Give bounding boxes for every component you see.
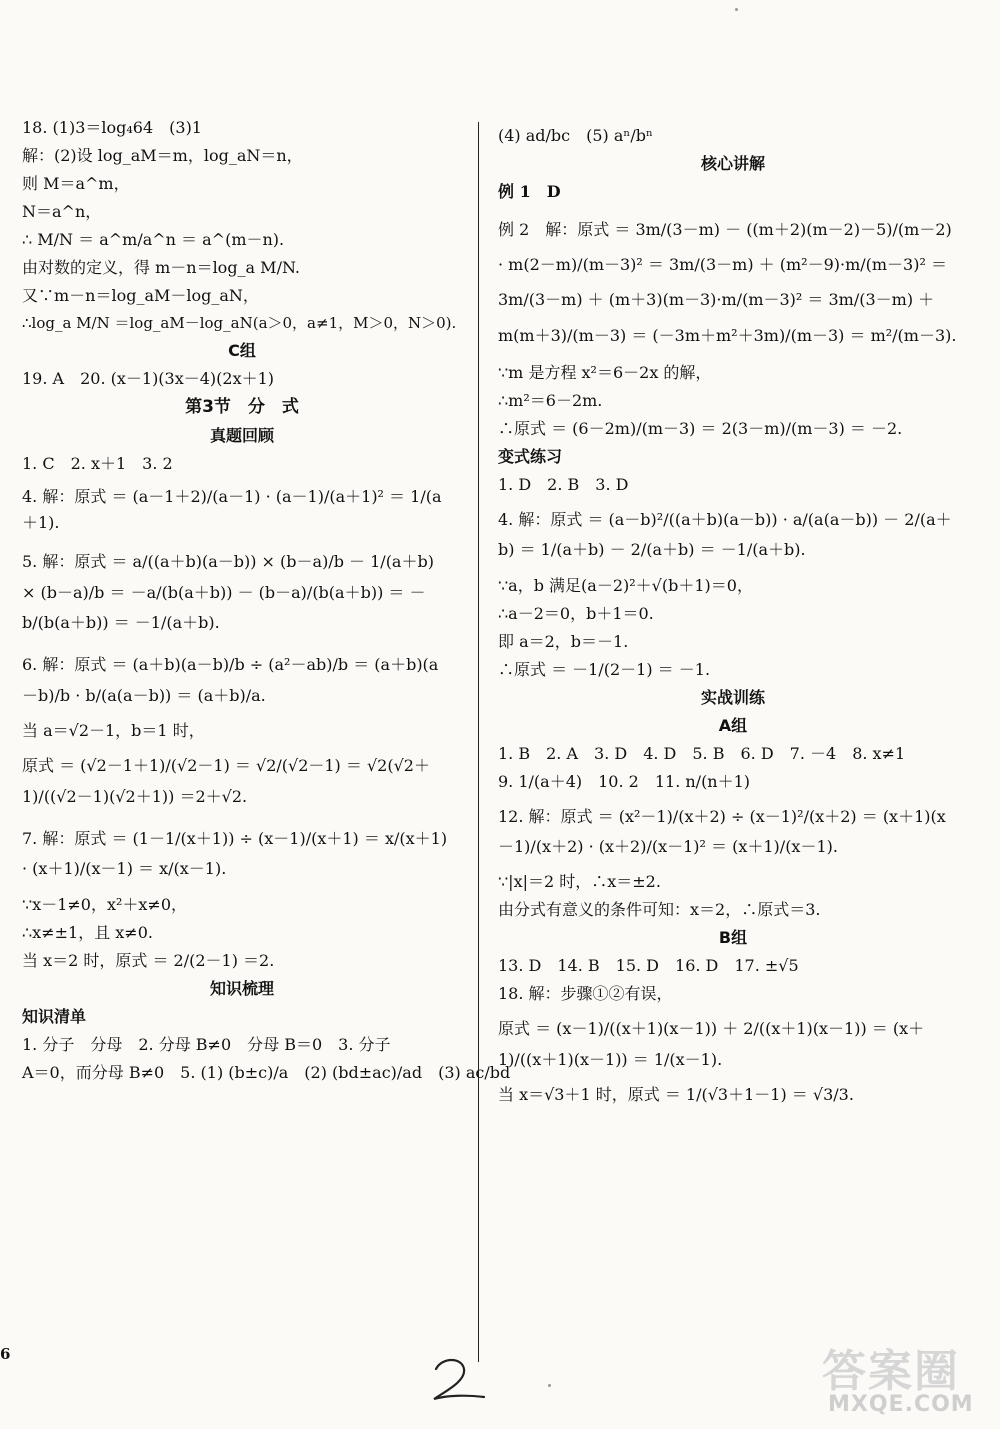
training-heading: 实战训练 — [700, 687, 765, 707]
answer-4: 4. 解：原式 ＝ (a－1＋2)/(a－1) · (a－1)/(a＋1)² ＝ 1/(a＋1). — [22, 487, 442, 532]
answer-18-line4: N＝a^n， — [22, 202, 102, 221]
answers-1-3: 1. C 2. x＋1 3. 2 — [22, 454, 173, 473]
answer-18-line2: 解：(2)设 log_aM＝m，log_aN＝n， — [22, 146, 303, 165]
group-a-answer-12: 12. 解：原式 ＝ (x²－1)/(x＋2) ÷ (x－1)²/(x＋2) ＝ (x＋1)(x－1)/(x＋2) · (x＋2)/(x－1)² ＝ (x＋1)/(x－1). — [498, 806, 946, 856]
answer-6-condition: 当 a＝√2－1，b＝1 时， — [22, 721, 205, 741]
answer-5: 5. 解：原式 ＝ a/((a＋b)(a－b)) × (b－a)/b － 1/(a＋b) × (b－a)/b ＝ －a/(b(a＋b)) － (b－a)/(b(a＋b)) ＝ －b/(b(a＋b)) ＝ －1/(a＋b). — [22, 552, 434, 632]
page-number: 6 — [0, 1345, 11, 1363]
variant-4: 4. 解：原式 ＝ (a－b)²/((a＋b)(a－b)) · a/(a(a－b)) － 2/(a＋b) ＝ 1/(a＋b) － 2/(a＋b) ＝ －1/(a＋b). — [498, 509, 952, 560]
answer-18-line6: 由对数的定义，得 m－n＝log_a M/N. — [22, 258, 301, 277]
answer-7-condition1: ∵x－1≠0，x²＋x≠0， — [22, 894, 188, 914]
variant-4-step: ∴a－2＝0，b＋1＝0. — [498, 603, 654, 623]
knowledge-list-heading: 知识清单 — [22, 1006, 87, 1026]
core-heading: 核心讲解 — [700, 154, 765, 173]
review-heading: 真题回顾 — [209, 426, 274, 445]
knowledge-line2: A＝0，而分母 B≠0 5. (1) (b±c)/a (2) (bd±ac)/ad (3) ac/bd — [22, 1062, 511, 1082]
group-a-answer-12-result: 由分式有意义的条件可知：x＝2，∴原式＝3. — [498, 900, 821, 920]
knowledge-line1: 1. 分子 分母 2. 分母 B≠0 分母 B＝0 3. 分子 — [22, 1034, 391, 1054]
group-a-answer-12-condition: ∵|x|＝2 时，∴x＝±2. — [498, 872, 661, 892]
group-b-answer-18-work: 原式 ＝ (x－1)/((x＋1)(x－1)) ＋ 2/((x＋1)(x－1)) ＝ (x＋1)/((x＋1)(x－1)) ＝ 1/(x－1). — [498, 1019, 925, 1069]
column-divider — [478, 122, 479, 1362]
answer-6: 6. 解：原式 ＝ (a＋b)(a－b)/b ÷ (a²－ab)/b ＝ (a＋b)(a－b)/b · b/(a(a－b)) ＝ (a＋b)/a. — [22, 655, 439, 705]
answers-19-20: 19. A 20. (x－1)(3x－4)(2x＋1) — [22, 369, 275, 388]
group-b-answers-13-17: 13. D 14. B 15. D 16. D 17. ±√5 — [498, 956, 799, 976]
answer-7-result: 当 x＝2 时，原式 ＝ 2/(2－1) ＝2. — [22, 950, 275, 970]
variant-1-3: 1. D 2. B 3. D — [498, 474, 629, 494]
handwritten-mark — [428, 1355, 488, 1405]
answer-7-condition2: ∴x≠±1，且 x≠0. — [22, 922, 153, 942]
group-b-answer-18-result: 当 x＝√3＋1 时，原式 ＝ 1/(√3＋1－1) ＝ √3/3. — [498, 1085, 854, 1105]
knowledge-answers-4-5: (4) ad/bc (5) aⁿ/bⁿ — [498, 126, 653, 145]
group-a-answers-9-11: 9. 1/(a＋4) 10. 2 11. n/(n＋1) — [498, 771, 751, 791]
example-2-condition: ∵m 是方程 x²＝6－2x 的解， — [498, 362, 712, 382]
answer-18-line5: ∴ M/N ＝ a^m/a^n ＝ a^(m－n). — [22, 230, 285, 249]
answer-18-line8: ∴log_a M/N ＝log_aM－log_aN(a＞0，a≠1，M＞0，N＞0). — [22, 314, 457, 332]
answer-18-line7: 又∵m－n＝log_aM－log_aN， — [22, 286, 259, 305]
group-b-heading: B组 — [718, 928, 748, 948]
group-b-answer-18: 18. 解：步骤①②有误， — [498, 984, 673, 1004]
speck — [548, 1384, 551, 1387]
answer-6-result: 原式 ＝ (√2－1＋1)/(√2－1) ＝ √2/(√2－1) ＝ √2(√2＋1)/((√2－1)(√2＋1)) ＝2＋√2. — [22, 756, 430, 806]
answer-18-line3: 则 M＝a^m， — [22, 174, 130, 193]
watermark-logo: 答案圈 — [822, 1346, 960, 1397]
example-2-equation: ∴m²＝6－2m. — [498, 390, 603, 410]
answer-18-line1: 18. (1)3＝log₄64 (3)1 — [22, 118, 202, 137]
group-a-answers-1-8: 1. B 2. A 3. D 4. D 5. B 6. D 7. －4 8. x≠1 — [498, 743, 906, 763]
variant-4-condition: ∵a，b 满足(a－2)²＋√(b＋1)＝0， — [498, 575, 753, 595]
variant-heading: 变式练习 — [498, 446, 563, 466]
example-2: 例 2 解：原式 ＝ 3m/(3－m) － ((m＋2)(m－2)－5)/(m－2) · m(2－m)/(m－3)² ＝ 3m/(3－m) ＋ (m²－9)·m/(m－3)² ＝ 3m/(3－m) ＋ (m＋3)(m－3)·m/(m－3)² ＝ 3m/(3－m) ＋ m(m＋3)/(m－3) ＝ (－3m＋m²＋3m)/(m－3) ＝ m²/(m－3). — [498, 220, 957, 345]
section-title: 第3节 分 式 — [185, 397, 299, 417]
variant-4-values: 即 a＝2，b＝－1. — [498, 631, 629, 651]
group-a-heading: A组 — [718, 715, 748, 735]
example-2-result: ∴原式 ＝ (6－2m)/(m－3) ＝ 2(3－m)/(m－3) ＝ －2. — [498, 418, 903, 438]
group-c-heading: C组 — [228, 341, 256, 360]
variant-4-result: ∴原式 ＝ －1/(2－1) ＝ －1. — [498, 659, 711, 679]
example-1: 例 1 D — [498, 182, 561, 201]
speck — [735, 8, 738, 11]
watermark-url: MXQE.COM — [828, 1392, 974, 1417]
answer-7: 7. 解：原式 ＝ (1－1/(x＋1)) ÷ (x－1)/(x＋1) ＝ x/(x＋1) · (x＋1)/(x－1) ＝ x/(x－1). — [22, 828, 448, 879]
knowledge-heading: 知识梳理 — [209, 978, 274, 998]
